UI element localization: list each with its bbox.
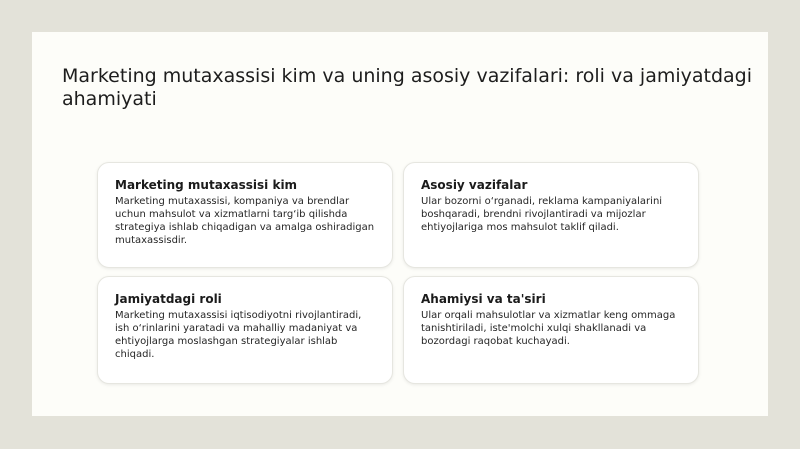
card-text: Ular bozorni o‘rganadi, reklama kampaniyalarini boshqaradi, brendni rivojlantiradi va mijozlar ehtiyojlariga mos mahsulot taklif qiladi. — [421, 196, 663, 233]
card-title: Marketing mutaxassisi kim — [115, 178, 298, 192]
card-main-tasks — [403, 162, 699, 268]
card-importance-impact — [403, 276, 699, 384]
card-text: Ular orqali mahsulotlar va xizmatlar keng ommaga tanishtiriladi, iste'molchi xulqi shakllanadi va bozordagi raqobat kuchayadi. — [421, 310, 676, 347]
card-text: Marketing mutaxassisi, kompaniya va brendlar uchun mahsulot va xizmatlarni targ‘ib qilishda strategiya ishlab chiqadigan va amalga oshiradigan mutaxassisdir. — [115, 196, 375, 246]
card-who-is-marketer — [97, 162, 393, 268]
slide-title: Marketing mutaxassisi kim va uning asosiy vazifalari: roli va jamiyatdagi ahamiyati — [62, 65, 753, 110]
slide — [32, 32, 768, 416]
card-role-in-society — [97, 276, 393, 384]
card-text: Marketing mutaxassisi iqtisodiyotni rivojlantiradi, ish o‘rinlarini yaratadi va mahalliy madaniyat va ehtiyojlarga moslashgan strategiyalar ishlab chiqadi. — [115, 310, 362, 360]
card-title: Ahamiysi va ta'siri — [421, 292, 546, 306]
card-title: Asosiy vazifalar — [421, 178, 528, 192]
card-title: Jamiyatdagi roli — [115, 292, 222, 306]
